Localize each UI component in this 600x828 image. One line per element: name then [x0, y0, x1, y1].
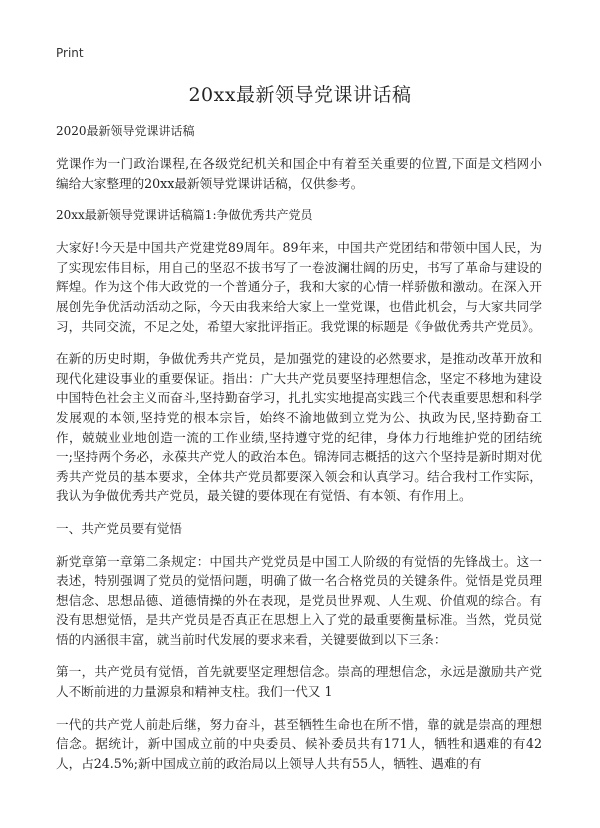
body-paragraph: 第一，共产党员有觉悟，首先就要坚定理想信念。崇高的理想信念，永远是激励共产党人不断前进的力量源泉和精神支柱。我们一代又 1	[56, 664, 542, 700]
body-paragraph: 大家好!今天是中国共产党建党89周年。89年来，中国共产党团结和带领中国人民，为了实现宏伟目标，用自己的坚忍不拔书写了一卷波澜壮阔的历史，书写了革命与建设的辉煌。作为这个伟大政党的一个普通分子，我和大家的心情一样骄傲和激动。在深入开展创先争优活动活动之际，今天由我来给大家上一堂党课，也借此机会，与大家共同学习，共同交流，不足之处，希望大家批评指正。我党课的标题是《争做优秀共产党员》。	[56, 240, 542, 334]
document-body	[56, 122, 542, 786]
document-title: 20xx最新领导党课讲话稿	[188, 84, 412, 106]
body-paragraph: 一代的共产党人前赴后继，努力奋斗，甚至牺牲生命也在所不惜，靠的就是崇高的理想信念。据统计，新中国成立前的中央委员、候补委员共有171人，牺牲和遇难的有42人，占24.5%;新中国成立前的政治局以上领导人共有55人，牺牲、遇难的有	[56, 716, 542, 771]
print-link[interactable]: Print	[56, 46, 84, 60]
intro-paragraph: 党课作为一门政治课程,在各级党纪机关和国企中有着至关重要的位置,下面是文档网小编给大家整理的20xx最新领导党课讲话稿，仅供参考。	[56, 156, 542, 191]
section-heading: 20xx最新领导党课讲话稿篇1:争做优秀共产党员	[56, 208, 313, 223]
section-heading: 一、共产党员要有觉悟	[56, 520, 182, 536]
body-paragraph: 新党章第一章第二条规定：中国共产党党员是中国工人阶级的有觉悟的先锋战士。这一表述，特别强调了党员的觉悟问题，明确了做一名合格党员的关键条件。觉悟是党员理想信念、思想品德、道德情操的外在表现，是党员世界观、人生观、价值观的综合。有没有思想觉悟，是共产党员是否真正在思想上入了党的最重要衡量标准。当然，党员觉悟的内涵很丰富，就当前时代发展的要求来看，关键要做到以下三条：	[56, 553, 542, 647]
body-paragraph: 在新的历史时期，争做优秀共产党员，是加强党的建设的必然要求，是推动改革开放和现代化建设事业的重要保证。指出：广大共产党员要坚持理想信念，坚定不移地为建设中国特色社会主义而奋斗,坚持勤奋学习，扎扎实实地提高实践三个代表重要思想和科学发展观的本领,坚持党的根本宗旨，始终不渝地做到立党为公、执政为民,坚持勤奋工作，兢兢业业地创造一流的工作业绩,坚持遵守党的纪律，身体力行地维护党的团结统一;坚持两个务必，永葆共产党人的政治本色。锦涛同志概括的这六个坚持是新时期对优秀共产党员的基本要求，全体共产党员都要深入领会和认真学习。结合我村工作实际，我认为争做优秀共产党员，最关键的要体现在有觉悟、有本领、有作用上。	[56, 351, 542, 504]
subtitle-paragraph: 2020最新领导党课讲话稿	[56, 124, 195, 138]
